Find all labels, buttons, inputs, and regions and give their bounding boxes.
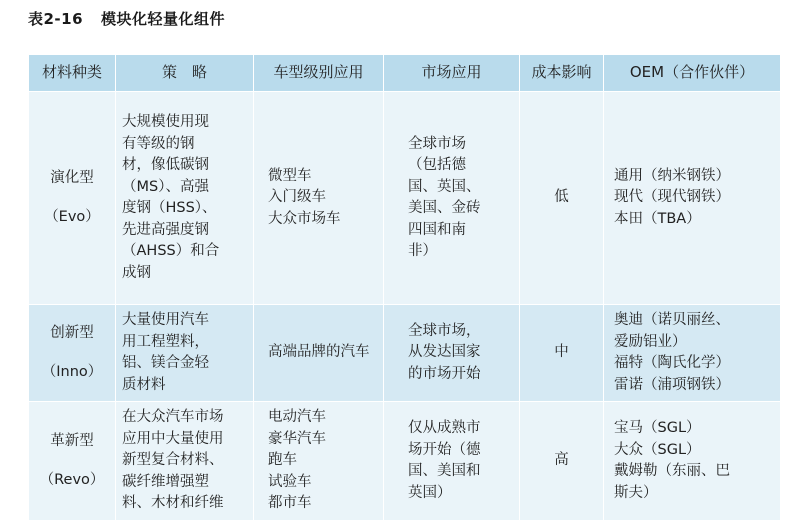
header-cost-impact: 成本影响 — [520, 55, 604, 92]
strategy-line: 有等级的钢 — [122, 135, 195, 152]
market-line: 全球市场 — [408, 135, 466, 152]
table-row — [29, 402, 781, 521]
lightweight-components-table — [28, 54, 781, 521]
vehicle-class-line: 高端品牌的汽车 — [268, 344, 370, 361]
material-type-cell — [29, 92, 116, 305]
strategy-line: （AHSS）和合 — [122, 243, 220, 259]
market-line: 非） — [408, 243, 437, 259]
strategy-line: 碳纤维增强塑 — [122, 473, 209, 490]
market-cell — [384, 92, 520, 305]
oem-line: 现代（现代钢铁） — [614, 189, 730, 206]
vehicle-class-cell — [254, 305, 384, 402]
strategy-cell — [116, 92, 254, 305]
header-material-type: 材料种类 — [29, 55, 116, 92]
market-line: 国、英国、 — [408, 178, 481, 195]
strategy-line: 用工程塑料， — [122, 333, 209, 350]
strategy-cell — [116, 305, 254, 402]
vehicle-class-line: 豪华汽车 — [268, 430, 326, 447]
cost-impact-cell: 高 — [520, 402, 604, 521]
market-line: 美国、金砖 — [408, 200, 481, 216]
strategy-line: 材，像低碳钢 — [122, 157, 209, 173]
vehicle-class-line: 都市车 — [268, 495, 312, 512]
market-line: 英国） — [408, 484, 452, 501]
strategy-line: 应用中大量使用 — [122, 430, 224, 447]
table-row — [29, 92, 781, 305]
vehicle-class-line: 微型车 — [268, 167, 312, 184]
strategy-line: 料、木材和纤维 — [122, 495, 224, 512]
material-type-en: （Revo） — [39, 472, 105, 488]
oem-line: 雷诺（浦项钢铁） — [614, 376, 730, 393]
market-cell — [384, 305, 520, 402]
strategy-line: 铝、镁合金轻 — [122, 355, 209, 371]
strategy-line: （MS）、高强 — [122, 178, 209, 195]
oem-line: 斯夫） — [614, 484, 658, 501]
oem-line: 本田（TBA） — [614, 210, 701, 227]
material-type-cn: 演化型 — [50, 169, 94, 186]
vehicle-class-line: 试验车 — [268, 473, 312, 490]
oem-cell — [604, 92, 781, 305]
material-type-cell — [29, 305, 116, 402]
strategy-line: 度钢（HSS）、 — [122, 200, 217, 216]
strategy-line: 在大众汽车市场 — [122, 409, 224, 426]
caption-title: 模块化轻量化组件 — [101, 10, 226, 28]
vehicle-class-line: 电动汽车 — [268, 409, 326, 426]
oem-line: 通用（纳米钢铁） — [614, 167, 730, 184]
oem-line: 奥迪（诺贝丽丝、 — [614, 312, 730, 328]
material-type-en: （Evo） — [44, 209, 100, 225]
vehicle-class-line: 大众市场车 — [268, 210, 341, 227]
oem-line: 大众（SGL） — [614, 441, 701, 458]
market-line: 全球市场， — [408, 322, 481, 339]
vehicle-class-line: 入门级车 — [268, 189, 326, 206]
strategy-line: 质材料 — [122, 376, 166, 393]
header-strategy: 策 略 — [116, 55, 254, 92]
material-type-cn: 革新型 — [50, 432, 94, 449]
market-line: 场开始（德 — [408, 441, 481, 458]
strategy-line: 大规模使用现 — [122, 114, 209, 130]
market-line: 国、美国和 — [408, 463, 481, 479]
market-line: 仅从成熟市 — [408, 420, 481, 436]
vehicle-class-cell — [254, 92, 384, 305]
oem-line: 宝马（SGL） — [614, 420, 701, 436]
caption-number: 表2-16 — [28, 10, 84, 28]
market-line: 从发达国家 — [408, 344, 481, 361]
market-line: 四国和南 — [408, 221, 466, 238]
strategy-line: 大量使用汽车 — [122, 312, 209, 328]
strategy-line: 新型复合材料、 — [122, 452, 224, 469]
oem-cell — [604, 402, 781, 521]
market-line: （包括德 — [408, 157, 466, 173]
material-type-cell — [29, 402, 116, 521]
oem-line: 福特（陶氏化学） — [614, 355, 730, 371]
oem-cell — [604, 305, 781, 402]
vehicle-class-line: 跑车 — [268, 452, 297, 469]
strategy-line: 先进高强度钢 — [122, 221, 209, 238]
market-cell — [384, 402, 520, 521]
market-line: 的市场开始 — [408, 365, 481, 382]
table-caption — [28, 8, 225, 29]
header-vehicle-class: 车型级别应用 — [254, 55, 384, 92]
vehicle-class-cell — [254, 402, 384, 521]
cost-impact-cell: 低 — [520, 92, 604, 305]
table-row — [29, 305, 781, 402]
strategy-line: 成钢 — [122, 264, 151, 281]
material-type-cn: 创新型 — [50, 324, 94, 341]
header-market: 市场应用 — [384, 55, 520, 92]
strategy-cell — [116, 402, 254, 521]
header-oem: OEM（合作伙伴） — [604, 55, 781, 92]
table-header-row — [29, 55, 781, 92]
oem-line: 爱励铝业） — [614, 333, 687, 350]
cost-impact-cell: 中 — [520, 305, 604, 402]
oem-line: 戴姆勒（东丽、巴 — [614, 463, 730, 479]
material-type-en: （Inno） — [41, 364, 103, 380]
